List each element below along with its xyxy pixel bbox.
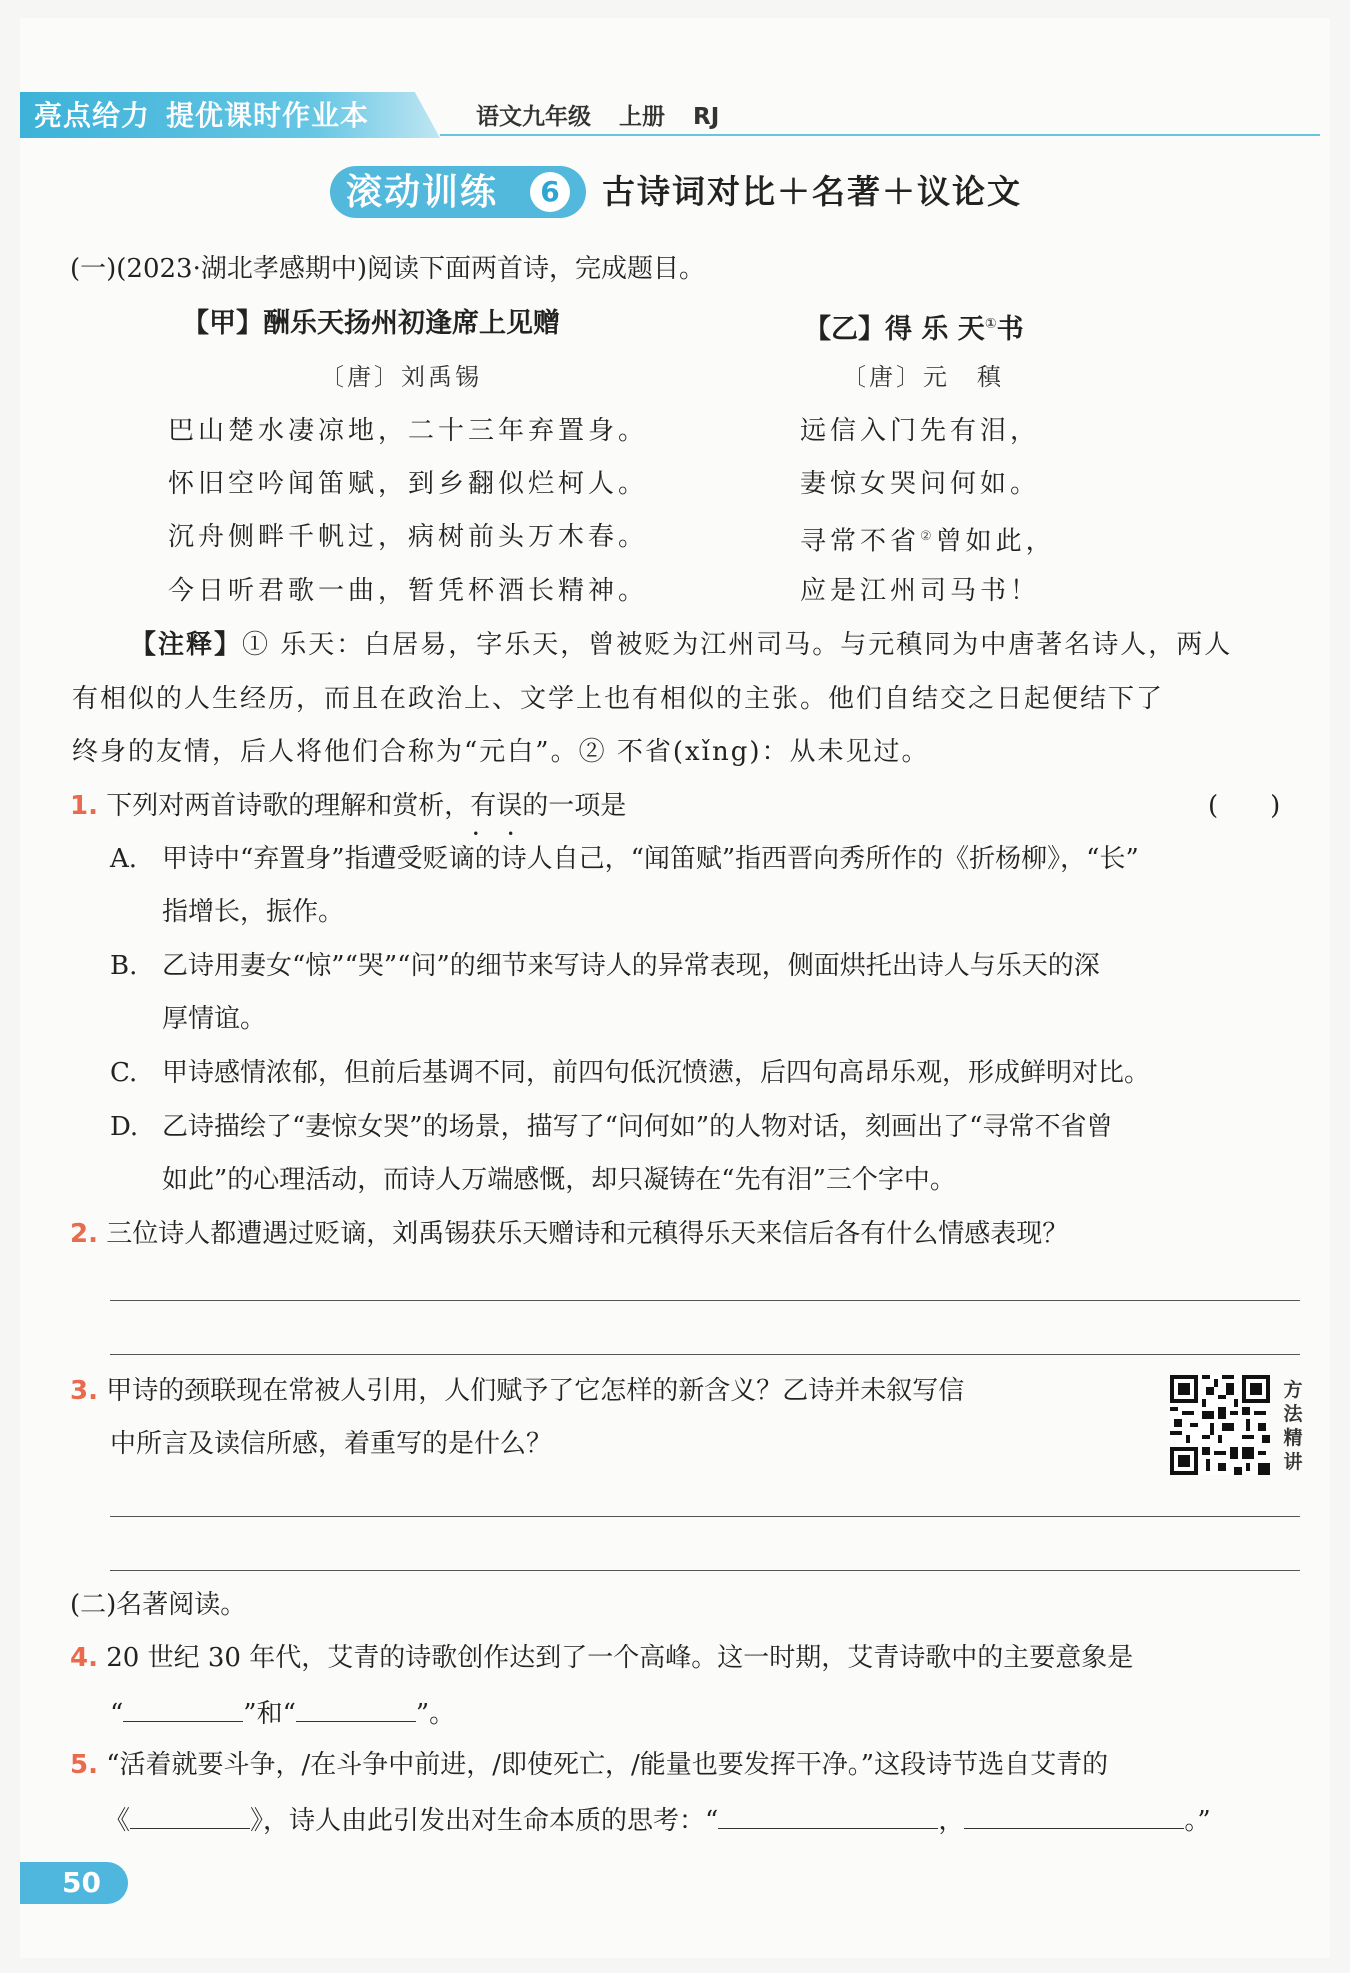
edition: RJ <box>693 104 720 130</box>
question-5-line-1 <box>70 1748 1108 1782</box>
quote-end: 。” <box>1184 1806 1211 1836</box>
poem-a-author: 〔唐〕刘禹锡 <box>320 363 482 391</box>
poem-a-title: 【甲】酬乐天扬州初逢席上见赠 <box>182 308 560 339</box>
qr-label: 方法精讲 <box>1283 1379 1303 1473</box>
option-d-text: 乙诗描绘了“妻惊女哭”的场景，描写了“问何如”的人物对话，刻画出了“寻常不省曾 <box>162 1112 1113 1142</box>
page-number: 50 <box>62 1866 101 1899</box>
question-4-number: 4. <box>70 1643 98 1673</box>
section-badge-label: 滚动训练 <box>346 171 499 213</box>
poem-b-line: 应是江州司马书！ <box>800 576 1041 606</box>
question-5-text-2: 》，诗人由此引发出对生命本质的思考：“ <box>250 1806 719 1836</box>
question-2 <box>70 1217 1068 1251</box>
poem-a-line: 今日听君歌一曲，暂凭杯酒长精神。 <box>168 576 649 606</box>
question-1-stem-a: 下列对两首诗歌的理解和赏析， <box>106 791 471 821</box>
header-brand <box>34 96 385 136</box>
question-1 <box>70 789 626 823</box>
poem-b-line: 妻惊女哭问何如。 <box>800 469 1041 499</box>
poem-b-title-suffix: 书 <box>996 314 1024 345</box>
option-d-letter: D. <box>110 1112 139 1142</box>
answer-line[interactable] <box>110 1354 1300 1355</box>
poem-a-line: 怀旧空吟闻笛赋，到乡翻似烂柯人。 <box>168 469 649 499</box>
poem-b-title-prefix: 【乙】得 乐 天 <box>804 314 985 345</box>
header-rule <box>440 134 1320 136</box>
brand-part2: 提优课时作业本 <box>166 99 370 132</box>
question-1-stem-b: 的一项是 <box>522 791 627 821</box>
section-badge-number: 6 <box>530 172 570 212</box>
note-line-3: 终身的友情，后人将他们合称为“元白”。② 不省(xǐng)：从未见过。 <box>72 737 930 767</box>
poem-b-line: 远信入门先有泪， <box>800 416 1041 446</box>
option-b-letter: B. <box>110 951 138 981</box>
quote-and: ”和“ <box>243 1699 296 1729</box>
poem-b-title <box>804 307 1024 347</box>
option-c-text: 甲诗感情浓郁，但前后基调不同，前四句低沉愤懑，后四句高昂乐观，形成鲜明对比。 <box>162 1058 1151 1088</box>
answer-line[interactable] <box>110 1516 1300 1517</box>
option-b-text-2: 厚情谊。 <box>162 1004 267 1034</box>
poem-b-line-3b: 曾如此， <box>935 526 1056 557</box>
question-3-text-1: 甲诗的颈联现在常被人引用，人们赋予了它怎样的新含义？乙诗并未叙写信 <box>106 1376 965 1406</box>
quote-open: “ <box>110 1699 124 1729</box>
poem-b-line-3 <box>800 520 1056 559</box>
question-3-text-2: 中所言及读信所感，着重写的是什么？ <box>110 1429 553 1459</box>
note-line-2: 有相似的人生经历，而且在政治上、文学上也有相似的主张。他们自结交之日起便结下了 <box>72 684 1165 714</box>
note-line-1 <box>130 628 1232 662</box>
note-label: 【注释】 <box>130 630 243 660</box>
subject-grade: 语文九年级 <box>476 104 591 130</box>
volume: 上册 <box>619 104 665 130</box>
brand-part1: 亮点给力 <box>34 99 151 132</box>
option-a-text: 甲诗中“弃置身”指遭受贬谪的诗人自己，“闻笛赋”指西晋向秀所作的《折杨柳》，“长” <box>162 844 1139 874</box>
qr-code-icon[interactable] <box>1170 1375 1270 1475</box>
fill-blank[interactable] <box>296 1695 416 1722</box>
option-a-text-2: 指增长，振作。 <box>162 897 345 927</box>
fill-blank[interactable] <box>964 1802 1184 1829</box>
option-a-letter: A. <box>110 844 138 874</box>
question-4-text-1: 20 世纪 30 年代，艾青的诗歌创作达到了一个高峰。这一时期，艾青诗歌中的主要意象是 <box>106 1643 1134 1673</box>
poem-a-line: 沉舟侧畔千帆过，病树前头万木春。 <box>168 522 649 552</box>
question-4-line-2 <box>110 1695 455 1731</box>
poem-b-footnote-mark: ① <box>984 316 997 332</box>
question-1-emphasis: 有误 • • <box>470 791 522 821</box>
question-1-number: 1. <box>70 791 98 821</box>
answer-line[interactable] <box>110 1570 1300 1571</box>
poem-a-line: 巴山楚水凄凉地，二十三年弃置身。 <box>168 416 649 446</box>
option-b-text: 乙诗用妻女“惊”“哭”“问”的细节来写诗人的异常表现，侧面烘托出诗人与乐天的深 <box>162 951 1100 981</box>
question-4-line-1 <box>70 1641 1133 1675</box>
option-c-letter: C. <box>110 1058 138 1088</box>
part2-intro: (二)名著阅读。 <box>70 1590 247 1620</box>
comma: ， <box>938 1806 965 1836</box>
fill-blank[interactable] <box>130 1802 250 1829</box>
question-5-number: 5. <box>70 1750 98 1780</box>
poem-b-line-3a: 寻常不省 <box>800 526 921 557</box>
answer-line[interactable] <box>110 1300 1300 1301</box>
part1-intro: (一)(2023·湖北孝感期中)阅读下面两首诗，完成题目。 <box>70 254 706 284</box>
question-2-number: 2. <box>70 1219 98 1249</box>
section-heading: 古诗词对比＋名著＋议论文 <box>602 172 1022 211</box>
header-meta <box>476 97 747 137</box>
fill-blank[interactable] <box>718 1802 938 1829</box>
book-mark-open: 《 <box>104 1806 131 1836</box>
question-3-line-1 <box>70 1374 964 1408</box>
question-5-text-1: “活着就要斗争，/在斗争中前进，/即使死亡，/能量也要发挥干净。”这段诗节选自艾青的 <box>106 1750 1109 1780</box>
question-2-text: 三位诗人都遭遇过贬谪，刘禹锡获乐天赠诗和元稹得乐天来信后各有什么情感表现？ <box>106 1219 1069 1249</box>
note-text-1: ① 乐天：白居易，字乐天，曾被贬为江州司马。与元稹同为中唐著名诗人，两人 <box>242 630 1233 660</box>
fill-blank[interactable] <box>123 1695 243 1722</box>
question-5-line-2 <box>104 1802 1211 1838</box>
option-d-text-2: 如此”的心理活动，而诗人万端感慨，却只凝铸在“先有泪”三个字中。 <box>162 1165 956 1195</box>
question-3-number: 3. <box>70 1376 98 1406</box>
poem-b-author: 〔唐〕元 稹 <box>842 363 1004 391</box>
poem-b-footnote-mark-2: ② <box>920 529 936 544</box>
quote-close: ”。 <box>415 1699 456 1729</box>
answer-bracket[interactable]: ( ) <box>1208 791 1281 821</box>
